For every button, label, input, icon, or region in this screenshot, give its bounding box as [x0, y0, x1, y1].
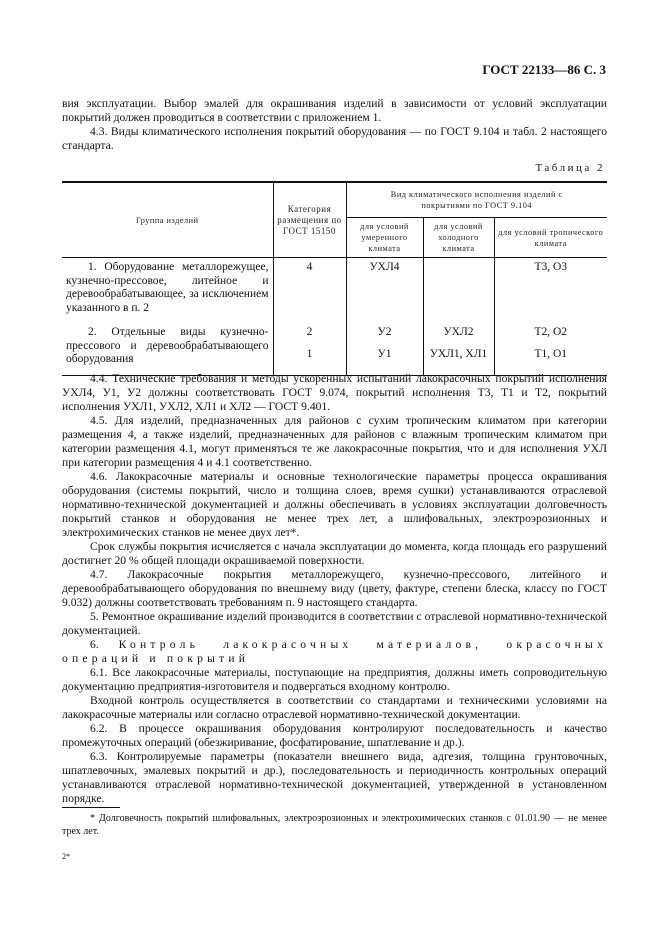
- table-caption: Таблица 2: [535, 162, 605, 174]
- cell-category: 4: [273, 258, 346, 326]
- cell-tropical: Т2, О2: [494, 325, 607, 347]
- cell-group: 1. Оборудование металлорежущее, кузнечно-прессовое, литейное и деревообрабатывающее, за исключением указанного в п. 2: [66, 261, 269, 314]
- paragraph: Срок службы покрытия исчисляется с начала эксплуатации до момента, когда площадь его разрушений достигнет 20 % общей площади окрашиваемой поверхности.: [62, 540, 607, 567]
- paragraph: Входной контроль осуществляется в соответствии со стандартами и техническими условиями на лакокрасочные материалы или согласно отраслевой нормативно-технической документации.: [62, 694, 607, 721]
- paragraph: 4.3. Виды климатического исполнения покрытий оборудования — по ГОСТ 9.104 и табл. 2 настоящего стандарта.: [62, 125, 607, 152]
- cell-moderate: У2: [346, 325, 423, 347]
- cell-category: 2: [273, 325, 346, 347]
- paragraph: 6.3. Контролируемые параметры (показатели внешнего вида, адгезия, толщина грунтовочных, шпатлевочных, эмалевых покрытий и др.), последовательность и периодичность контрольных операций устанавливаются отраслевой нормативно-технической документацией, утвержденной в установленном порядке.: [62, 750, 607, 805]
- header-tropical: для условий тропического климата: [494, 218, 607, 258]
- paragraph: 6.2. В процессе окрашивания оборудования контролируют последовательность и качество промежуточных операций (обезжиривание, фосфатирование, шпатлевание и др.).: [62, 722, 607, 749]
- header-moderate: для условий умеренного климата: [346, 218, 423, 258]
- cell-tropical: Т1, О1: [494, 347, 607, 375]
- header-category: Категория размещения по ГОСТ 15150: [273, 182, 346, 258]
- cell-cold: [423, 258, 494, 326]
- section-number: 6.: [90, 638, 99, 651]
- cell-cold: УХЛ1, ХЛ1: [423, 347, 494, 375]
- paragraph: 5. Ремонтное окрашивание изделий производится в соответствии с отраслевой нормативно-технической документацией.: [62, 610, 607, 637]
- climate-table: [62, 181, 607, 376]
- paragraph: 4.5. Для изделий, предназначенных для районов с сухим тропическим климатом при категории размещения 4, а также изделий, предназначенных для районов с влажным тропическим климатом при категории размещения 4.1, могут применяться те же лакокрасочные покрытия, что и для исполнения УХЛ при категории размещения 4 и 4.1 соответственно.: [62, 414, 607, 469]
- paragraph: вия эксплуатации. Выбор эмалей для окрашивания изделий в зависимости от условий эксплуатации покрытий должен проводиться в соответствии с приложением 1.: [62, 97, 607, 124]
- cell-group: 2. Отдельные виды кузнечно-прессового и деревообрабатывающего оборудования: [66, 326, 269, 365]
- paragraph: 4.4. Технические требования и методы ускоренных испытаний лакокрасочных покрытий исполнения УХЛ4, У1, У2 должны соответствовать ГОСТ 9.074, покрытий исполнения Т3, Т1 и Т2, покрытий исполнения УХЛ1, УХЛ2, ХЛ1 и ХЛ2 — ГОСТ 9.401.: [62, 372, 607, 413]
- section-title: Контроль лакокрасочных материалов, окрасочных операций и покрытий: [62, 638, 608, 665]
- body-text: [62, 372, 607, 806]
- paragraph: 4.6. Лакокрасочные материалы и основные технологические параметры процесса окрашивания оборудования (системы покрытий, число и толщина слоев, время сушки) устанавливаются отраслевой нормативно-технической документацией и должны обеспечивать в условиях эксплуатации долговечность покрытий станков и оборудования не менее трех лет, а шлифовальных, электроэрозионных и электрохимических станков не менее двух лет*.: [62, 470, 607, 539]
- section-heading: [62, 638, 607, 666]
- cell-cold: УХЛ2: [423, 325, 494, 347]
- cell-category: 1: [273, 347, 346, 375]
- cell-moderate: У1: [346, 347, 423, 375]
- paragraph: 6.1. Все лакокрасочные материалы, поступающие на предприятия, должны иметь сопроводительную документацию предприятия-изготовителя и подвергаться входному контролю.: [62, 666, 607, 693]
- cell-tropical: Т3, О3: [494, 258, 607, 326]
- table-row: [62, 258, 607, 326]
- footnote: * Долговечность покрытий шлифовальных, электроэрозионных и электрохимических станков с 01.01.90 — не менее трех лет.: [62, 813, 607, 837]
- table-row: [62, 325, 607, 347]
- header-cold: для условий холодного климата: [423, 218, 494, 258]
- document-header: ГОСТ 22133—86 С. 3: [482, 62, 606, 77]
- footnote-divider: [62, 807, 120, 808]
- paragraph: 4.7. Лакокрасочные покрытия металлорежущего, кузнечно-прессового, литейного и деревообрабатывающего оборудования по внешнему виду (цвету, фактуре, степени блеска, классу по ГОСТ 9.032) должны соответствовать требованиям п. 9 настоящего стандарта.: [62, 568, 607, 609]
- intro-text: [62, 97, 607, 153]
- cell-moderate: УХЛ4: [346, 258, 423, 326]
- page-mark: 2*: [62, 852, 70, 861]
- header-climate: Вид климатического исполнения изделий с покрытиями по ГОСТ 9.104: [346, 182, 607, 218]
- header-group: Группа изделий: [135, 215, 199, 225]
